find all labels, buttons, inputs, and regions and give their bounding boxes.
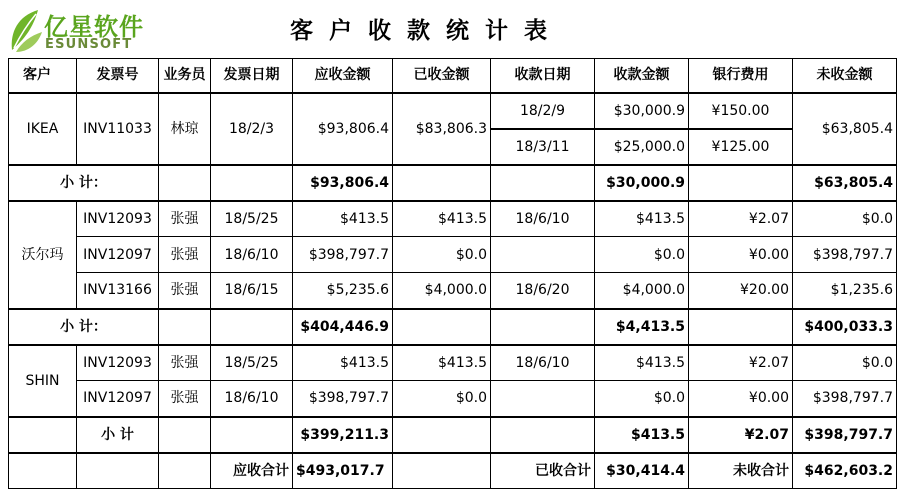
empty-cell <box>211 309 293 345</box>
empty-cell <box>491 309 595 345</box>
invoice-cell: INV12097 <box>77 237 159 273</box>
grand-total-row <box>9 453 897 489</box>
col-header-unreceived: 未收金额 <box>793 59 897 93</box>
table-row <box>9 237 897 273</box>
receivable-cell: $413.5 <box>293 345 393 381</box>
customer-cell: IKEA <box>9 93 77 165</box>
received-cell: $4,000.0 <box>393 273 491 309</box>
payment-date-cell: 18/6/10 <box>491 345 595 381</box>
page-title: 客户收款统计表 <box>290 18 563 44</box>
table-row <box>9 273 897 309</box>
bank-fee-cell: ¥2.07 <box>689 201 793 237</box>
empty-cell <box>393 417 491 453</box>
salesperson-cell: 张强 <box>159 273 211 309</box>
bank-fee-cell: ¥125.00 <box>689 129 793 165</box>
empty-cell <box>77 453 159 489</box>
col-header-bank-fee: 银行费用 <box>689 59 793 93</box>
unreceived-cell: $0.0 <box>793 345 897 381</box>
invoice-date-cell: 18/5/25 <box>211 345 293 381</box>
payment-amount-cell: $4,000.0 <box>595 273 689 309</box>
subtotal-receivable: $404,446.9 <box>293 309 393 345</box>
customer-cell: SHIN <box>9 345 77 417</box>
total-unreceived: $462,603.2 <box>793 453 897 489</box>
receivable-cell: $413.5 <box>293 201 393 237</box>
subtotal-label: 小 计： <box>9 309 159 345</box>
payment-amount-cell: $0.0 <box>595 381 689 417</box>
unreceived-cell: $1,235.6 <box>793 273 897 309</box>
invoice-cell: INV13166 <box>77 273 159 309</box>
table-row <box>9 93 897 129</box>
salesperson-cell: 林琼 <box>159 93 211 165</box>
payment-date-cell <box>491 237 595 273</box>
salesperson-cell: 张强 <box>159 237 211 273</box>
customer-cell: 沃尔玛 <box>9 201 77 309</box>
col-header-invoice: 发票号 <box>77 59 159 93</box>
invoice-cell: INV11033 <box>77 93 159 165</box>
subtotal-payment-amount: $30,000.9 <box>595 165 689 201</box>
payment-amount-cell: $413.5 <box>595 201 689 237</box>
invoice-date-cell: 18/5/25 <box>211 201 293 237</box>
subtotal-bank-fee <box>689 309 793 345</box>
invoice-date-cell: 18/2/3 <box>211 93 293 165</box>
bank-fee-cell: ¥2.07 <box>689 345 793 381</box>
empty-cell <box>491 165 595 201</box>
table-row <box>9 201 897 237</box>
payment-date-cell <box>491 381 595 417</box>
receivable-cell: $398,797.7 <box>293 381 393 417</box>
col-header-payment-amount: 收款金额 <box>595 59 689 93</box>
subtotal-unreceived: $398,797.7 <box>793 417 897 453</box>
subtotal-unreceived: $400,033.3 <box>793 309 897 345</box>
subtotal-bank-fee: ¥2.07 <box>689 417 793 453</box>
total-received-label: 已收合计 <box>491 453 595 489</box>
salesperson-cell: 张强 <box>159 345 211 381</box>
leaf-logo-icon <box>8 6 44 54</box>
col-header-salesperson: 业务员 <box>159 59 211 93</box>
invoice-cell: INV12097 <box>77 381 159 417</box>
receivable-cell: $398,797.7 <box>293 237 393 273</box>
col-header-payment-date: 收款日期 <box>491 59 595 93</box>
subtotal-row <box>9 309 897 345</box>
empty-cell <box>159 453 211 489</box>
empty-cell <box>159 417 211 453</box>
col-header-received: 已收金额 <box>393 59 491 93</box>
total-receivable-label: 应收合计 <box>211 453 293 489</box>
logo-text-cn: 亿星软件 <box>44 13 144 41</box>
col-header-invoice-date: 发票日期 <box>211 59 293 93</box>
subtotal-row <box>9 165 897 201</box>
empty-cell <box>393 453 491 489</box>
total-receivable: $493,017.7 <box>293 453 393 489</box>
total-received: $30,414.4 <box>595 453 689 489</box>
subtotal-unreceived: $63,805.4 <box>793 165 897 201</box>
payment-amount-cell: $25,000.0 <box>595 129 689 165</box>
subtotal-receivable: $399,211.3 <box>293 417 393 453</box>
unreceived-cell: $398,797.7 <box>793 237 897 273</box>
payment-date-cell: 18/6/10 <box>491 201 595 237</box>
received-cell: $0.0 <box>393 237 491 273</box>
payment-date-cell: 18/2/9 <box>491 93 595 129</box>
subtotal-payment-amount: $413.5 <box>595 417 689 453</box>
invoice-date-cell: 18/6/10 <box>211 381 293 417</box>
received-cell: $83,806.3 <box>393 93 491 165</box>
empty-cell <box>393 309 491 345</box>
subtotal-receivable: $93,806.4 <box>293 165 393 201</box>
table-row <box>9 381 897 417</box>
total-unreceived-label: 未收合计 <box>689 453 793 489</box>
invoice-cell: INV12093 <box>77 345 159 381</box>
header-row <box>9 59 897 93</box>
invoice-date-cell: 18/6/15 <box>211 273 293 309</box>
receivable-cell: $93,806.4 <box>293 93 393 165</box>
col-header-receivable: 应收金额 <box>293 59 393 93</box>
subtotal-bank-fee <box>689 165 793 201</box>
salesperson-cell: 张强 <box>159 201 211 237</box>
subtotal-row <box>9 417 897 453</box>
received-cell: $413.5 <box>393 345 491 381</box>
company-logo <box>8 6 168 56</box>
payment-date-cell: 18/3/11 <box>491 129 595 165</box>
bank-fee-cell: ¥0.00 <box>689 381 793 417</box>
payment-date-cell: 18/6/20 <box>491 273 595 309</box>
received-cell: $0.0 <box>393 381 491 417</box>
received-cell: $413.5 <box>393 201 491 237</box>
empty-cell <box>159 309 211 345</box>
invoice-cell: INV12093 <box>77 201 159 237</box>
unreceived-cell: $63,805.4 <box>793 93 897 165</box>
empty-cell <box>491 417 595 453</box>
empty-cell <box>211 417 293 453</box>
receivable-cell: $5,235.6 <box>293 273 393 309</box>
unreceived-cell: $398,797.7 <box>793 381 897 417</box>
invoice-date-cell: 18/6/10 <box>211 237 293 273</box>
empty-cell <box>9 453 77 489</box>
receivables-table <box>8 58 897 489</box>
empty-cell <box>159 165 211 201</box>
salesperson-cell: 张强 <box>159 381 211 417</box>
bank-fee-cell: ¥20.00 <box>689 273 793 309</box>
payment-amount-cell: $0.0 <box>595 237 689 273</box>
unreceived-cell: $0.0 <box>793 201 897 237</box>
subtotal-label: 小 计： <box>9 165 159 201</box>
bank-fee-cell: ¥0.00 <box>689 237 793 273</box>
payment-amount-cell: $413.5 <box>595 345 689 381</box>
logo-text-en: ESUNSOFT <box>45 37 133 52</box>
table-row <box>9 345 897 381</box>
empty-cell <box>393 165 491 201</box>
subtotal-label: 小 计 <box>77 417 159 453</box>
payment-amount-cell: $30,000.9 <box>595 93 689 129</box>
col-header-customer: 客户 <box>9 59 77 93</box>
empty-cell <box>9 417 77 453</box>
bank-fee-cell: ¥150.00 <box>689 93 793 129</box>
empty-cell <box>211 165 293 201</box>
subtotal-payment-amount: $4,413.5 <box>595 309 689 345</box>
